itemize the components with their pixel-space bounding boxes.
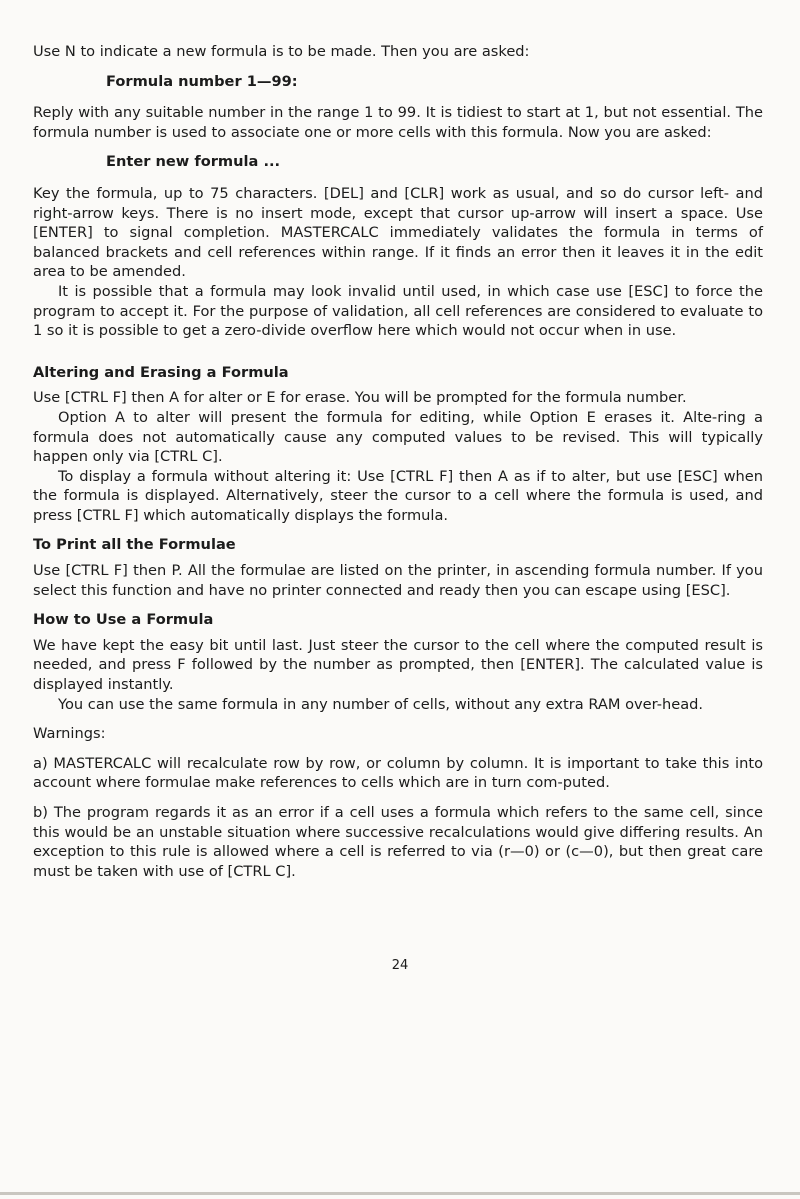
alter-paragraph-1: Use [CTRL F] then A for alter or E for erase. You will be prompted for the formula number. bbox=[33, 389, 687, 407]
invalid-formula-paragraph: It is possible that a formula may look invalid until used, in which case use [ESC] to force the program to accept it. For the purpose of validation, all cell references are considered to evaluate to 1 so it is possible to get a zero-divide overflow here which would not occur when in use. bbox=[33, 282, 763, 340]
page-number: 24 bbox=[391, 958, 409, 973]
alter-paragraph-3: To display a formula without altering it: Use [CTRL F] then A as if to alter, but use [ESC] when the formula is displayed. Alternatively, steer the cursor to a cell where the formula is used, and press [CTRL F] which automatically displays the formula. bbox=[33, 467, 763, 524]
use-paragraph-1: We have kept the easy bit until last. Just steer the cursor to the cell where the computed result is needed, and press F followed by the number as prompted, then [ENTER]. The calculated value is displayed instantly. bbox=[33, 636, 763, 694]
warnings-label: Warnings: bbox=[33, 725, 106, 743]
formula-number-prompt: Formula number 1—99: bbox=[106, 72, 298, 90]
enter-formula-prompt: Enter new formula ... bbox=[106, 153, 281, 171]
heading-print-formulae: To Print all the Formulae bbox=[33, 536, 236, 554]
key-formula-paragraph: Key the formula, up to 75 characters. [DEL] and [CLR] work as usual, and so do cursor left- and right-arrow keys. There is no insert mode, except that cursor up-arrow will insert a space. Use [ENTER] to signal completion. MASTERCALC immediately validates the formula in terms of balanced brackets and cell references within range. If it finds an error then it leaves it in the edit area to be amended. bbox=[33, 184, 763, 281]
alter-paragraph-2: Option A to alter will present the formula for editing, while Option E erases it. Alte-ring a formula does not automatically cause any computed values to be revised. This will typically happen only via [CTRL C]. bbox=[33, 408, 763, 466]
intro-paragraph: Use N to indicate a new formula is to be made. Then you are asked: bbox=[33, 43, 530, 60]
heading-use-formula: How to Use a Formula bbox=[33, 611, 214, 629]
use-paragraph-2: You can use the same formula in any number of cells, without any extra RAM over-head. bbox=[58, 695, 704, 713]
warning-b: b) The program regards it as an error if a cell uses a formula which refers to the same cell, since this would be an unstable situation where successive recalculations would give differing results. An exception to this rule is allowed where a cell is referred to via (r—0) or (c—0), but then great care must be taken with use of [CTRL C]. bbox=[33, 804, 763, 880]
heading-altering-erasing: Altering and Erasing a Formula bbox=[33, 363, 289, 381]
bottom-edge-rule bbox=[0, 1192, 800, 1195]
warning-a: a) MASTERCALC will recalculate row by row, or column by column. It is important to take this into account where formulae make references to cells which are in turn com-puted. bbox=[33, 754, 763, 792]
reply-paragraph: Reply with any suitable number in the range 1 to 99. It is tidiest to start at 1, but not essential. The formula number is used to associate one or more cells with this formula. Now you are asked: bbox=[33, 104, 763, 141]
manual-page bbox=[33, 42, 763, 881]
print-paragraph: Use [CTRL F] then P. All the formulae are listed on the printer, in ascending formula number. If you select this function and have no printer connected and ready then you can escape using [ESC]. bbox=[33, 562, 763, 599]
